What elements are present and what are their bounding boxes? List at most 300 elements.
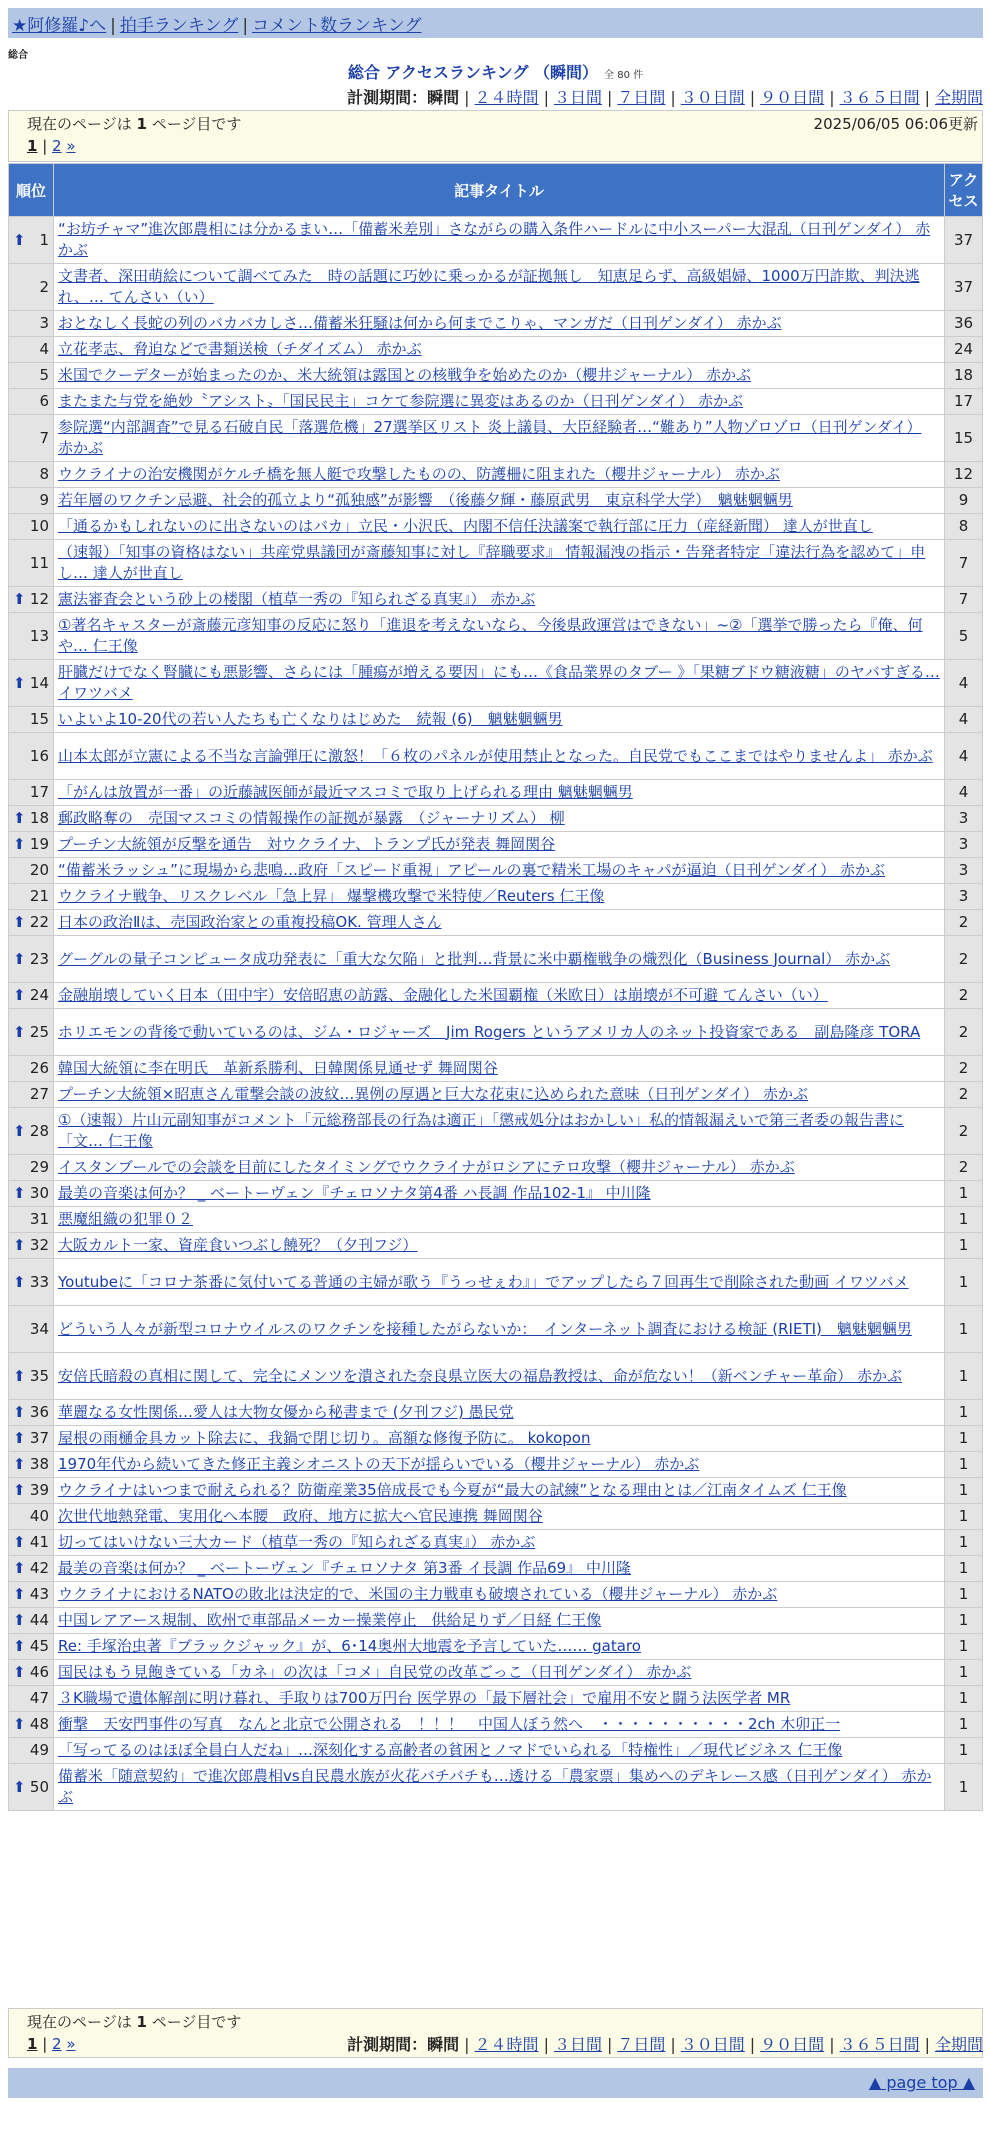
rank-number: 11 bbox=[29, 553, 49, 572]
title-cell bbox=[54, 832, 945, 858]
title-cell bbox=[54, 1259, 945, 1306]
access-count: 1 bbox=[945, 1452, 983, 1478]
article-link[interactable]: 文書者、深田萌絵について調べてみた 時の話題に巧妙に乗っかるが証拠無し 知恵足らず、高級娼婦、1000万円詐欺、判決逃れ、… てんさい（い） bbox=[58, 267, 920, 306]
rank-cell bbox=[9, 858, 54, 884]
table-row bbox=[9, 660, 983, 707]
table-row bbox=[9, 1207, 983, 1233]
article-link[interactable]: 米国でクーデターが始まったのか、米大統領は露国との核戦争を始めたのか（櫻井ジャーナル） 赤かぶ bbox=[58, 366, 751, 384]
article-link[interactable]: 最美の音楽は何か？ _ ベートーヴェン『チェロソナタ第4番 ハ長調 作品102-1』 中川隆 bbox=[58, 1184, 651, 1202]
rank-number: 8 bbox=[39, 465, 49, 483]
access-count: 2 bbox=[945, 983, 983, 1009]
page-title bbox=[0, 60, 991, 83]
rank-number: 26 bbox=[29, 1059, 49, 1077]
table-row bbox=[9, 1181, 983, 1207]
next-page-link[interactable]: » bbox=[66, 137, 76, 155]
table-row bbox=[9, 1259, 983, 1306]
access-count: 17 bbox=[945, 389, 983, 415]
table-row bbox=[9, 1108, 983, 1155]
access-count: 24 bbox=[945, 337, 983, 363]
title-cell bbox=[54, 311, 945, 337]
rank-cell bbox=[9, 1108, 54, 1155]
rank-number: 33 bbox=[29, 1272, 49, 1291]
rank-cell bbox=[9, 910, 54, 936]
table-row bbox=[9, 884, 983, 910]
access-count: 1 bbox=[945, 1582, 983, 1608]
rank-number: 43 bbox=[29, 1585, 49, 1603]
article-link[interactable]: プーチン大統領が反撃を通告 対ウクライナ、トランプ氏が発表 舞岡関谷 bbox=[58, 835, 556, 853]
article-link[interactable]: グーグルの量子コンピュータ成功発表に「重大な欠陥」と批判…背景に米中覇権戦争の熾烈化（Business Journal） 赤かぶ bbox=[58, 949, 891, 968]
table-row bbox=[9, 1353, 983, 1400]
rank-number: 29 bbox=[29, 1158, 49, 1176]
rank-number: 14 bbox=[29, 673, 49, 692]
rank-number: 5 bbox=[39, 366, 49, 384]
article-link[interactable]: （速報）「知事の資格はない」共産党県議団が斎藤知事に対し『辞職要求』 情報漏洩の指示・告発者特定「違法行為を認めて」申し… 達人が世直し bbox=[58, 543, 926, 582]
table-row bbox=[9, 1738, 983, 1764]
next-page-link-bottom[interactable]: » bbox=[66, 2035, 76, 2053]
table-row bbox=[9, 1582, 983, 1608]
access-count: 2 bbox=[945, 1108, 983, 1155]
rank-number: 7 bbox=[39, 428, 49, 447]
table-row bbox=[9, 1155, 983, 1181]
article-link[interactable]: ウクライナはいつまで耐えられる？防衛産業35倍成長でも今夏が“最大の試練”となる理由とは／江南タイムズ 仁王像 bbox=[58, 1481, 847, 1499]
rank-cell bbox=[9, 1233, 54, 1259]
rank-cell bbox=[9, 1608, 54, 1634]
access-count: 37 bbox=[945, 217, 983, 264]
access-count: 1 bbox=[945, 1712, 983, 1738]
period-option[interactable]: ９０日間 bbox=[760, 2035, 825, 2054]
title-cell bbox=[54, 707, 945, 733]
rank-up-arrow-icon: ⬆ bbox=[13, 1455, 26, 1473]
rank-up-arrow-icon: ⬆ bbox=[13, 1559, 26, 1577]
period-option[interactable]: ３６５日間 bbox=[839, 88, 920, 107]
table-row bbox=[9, 1478, 983, 1504]
access-count: 1 bbox=[945, 1207, 983, 1233]
table-row bbox=[9, 1306, 983, 1353]
title-cell bbox=[54, 363, 945, 389]
rank-number: 6 bbox=[39, 392, 49, 410]
access-count: 36 bbox=[945, 311, 983, 337]
rank-cell bbox=[9, 884, 54, 910]
rank-number: 17 bbox=[29, 783, 49, 801]
rank-number: 25 bbox=[29, 1022, 49, 1041]
comment-ranking-link[interactable]: コメント数ランキング bbox=[252, 16, 422, 36]
access-count: 3 bbox=[945, 806, 983, 832]
page-top-link[interactable]: ▲ page top ▲ bbox=[868, 2073, 975, 2092]
title-header: 記事タイトル bbox=[54, 164, 945, 217]
title-cell bbox=[54, 1504, 945, 1530]
rank-cell bbox=[9, 1400, 54, 1426]
article-link[interactable]: 衝撃 天安門事件の写真 なんと北京で公開される ！！！ 中国人ぼう然へ ・・・・・・・・・・2ch 木卯正一 bbox=[58, 1715, 841, 1733]
table-row bbox=[9, 1660, 983, 1686]
table-row bbox=[9, 389, 983, 415]
title-cell bbox=[54, 1353, 945, 1400]
rank-cell bbox=[9, 1764, 54, 1811]
article-link[interactable]: いよいよ10-20代の若い人たちも亡くなりはじめた 続報 (6) 魑魅魍魎男 bbox=[58, 710, 563, 728]
rank-up-arrow-icon: ⬆ bbox=[13, 590, 26, 608]
access-count: 1 bbox=[945, 1660, 983, 1686]
title-cell bbox=[54, 217, 945, 264]
title-cell bbox=[54, 780, 945, 806]
rank-cell bbox=[9, 337, 54, 363]
article-link[interactable]: 憲法審査会という砂上の楼閣（植草一秀の『知られざる真実』） 赤かぶ bbox=[58, 590, 536, 608]
rank-cell bbox=[9, 488, 54, 514]
rank-number: 44 bbox=[29, 1611, 49, 1629]
rank-number: 32 bbox=[29, 1236, 49, 1254]
period-selector-bottom: 計測期間：瞬間 | ２４時間 | ３日間 | ７日間 | ３０日間 | ９０日間 | ３６５日間 | 全期間 bbox=[347, 2035, 983, 2054]
article-link[interactable]: 日本の政治Ⅱは、売国政治家との重複投稿OK. 管理人さん bbox=[58, 913, 442, 931]
rank-number: 4 bbox=[39, 340, 49, 358]
page-1-current: 1 bbox=[27, 137, 38, 155]
period-label: 計測期間： bbox=[347, 2035, 428, 2054]
table-row bbox=[9, 1712, 983, 1738]
period-option[interactable]: ３日間 bbox=[553, 2035, 602, 2054]
pager-bottom: 1 | 2 » bbox=[27, 2035, 76, 2053]
article-link[interactable]: 金融崩壊していく日本（田中宇）安倍昭恵の訪露、金融化した米国覇権（米欧日）は崩壊が不可避 てんさい（い） bbox=[58, 986, 828, 1004]
article-link[interactable]: ３K職場で遺体解剖に明け暮れ、手取りは700万円台 医学界の「最下層社会」で雇用不安と闘う法医学者 MR bbox=[58, 1689, 791, 1707]
access-count: 8 bbox=[945, 514, 983, 540]
title-cell bbox=[54, 1452, 945, 1478]
title-cell bbox=[54, 983, 945, 1009]
period-option: 瞬間 bbox=[427, 2035, 460, 2054]
access-count: 2 bbox=[945, 1155, 983, 1181]
applause-ranking-link[interactable]: 拍手ランキング bbox=[119, 16, 239, 36]
period-option[interactable]: 全期間 bbox=[934, 2035, 983, 2054]
access-count: 1 bbox=[945, 1764, 983, 1811]
article-link[interactable]: 備蓄米「随意契約」で進次郎農相vs自民農水族が火花バチバチも…透ける「農家票」集めへのデキレース感（日刊ゲンダイ） 赤かぶ bbox=[58, 1767, 932, 1806]
rank-cell bbox=[9, 1712, 54, 1738]
rank-number: 19 bbox=[29, 835, 49, 853]
article-link[interactable]: 立花孝志、脅迫などで書類送検（チダイズム） 赤かぶ bbox=[58, 340, 422, 358]
rank-number: 10 bbox=[29, 517, 49, 535]
article-link[interactable]: 悪魔組織の犯罪０２ bbox=[58, 1210, 194, 1228]
page-1-current-bottom: 1 bbox=[27, 2035, 38, 2053]
period-option[interactable]: ９０日間 bbox=[760, 88, 825, 107]
access-count: 1 bbox=[945, 1504, 983, 1530]
period-option[interactable]: 全期間 bbox=[934, 88, 983, 107]
rank-number: 48 bbox=[29, 1715, 49, 1733]
table-row bbox=[9, 780, 983, 806]
article-link[interactable]: 肝臓だけでなく腎臓にも悪影響、さらには「腫瘍が増える要因」にも…《食品業界のタブー 》「果糖ブドウ糖液糖」のヤバすぎる… イワツバメ bbox=[58, 663, 940, 702]
rank-up-arrow-icon: ⬆ bbox=[13, 1611, 26, 1629]
ranking-table bbox=[8, 163, 983, 1811]
rank-up-arrow-icon: ⬆ bbox=[13, 1403, 26, 1421]
table-row bbox=[9, 806, 983, 832]
rank-up-arrow-icon: ⬆ bbox=[13, 1585, 26, 1603]
rank-number: 46 bbox=[29, 1663, 49, 1681]
rank-number: 21 bbox=[29, 887, 49, 905]
total-count: 全 80 件 bbox=[604, 70, 644, 81]
title-cell bbox=[54, 1082, 945, 1108]
rank-cell bbox=[9, 1452, 54, 1478]
rank-cell bbox=[9, 462, 54, 488]
access-count: 2 bbox=[945, 1056, 983, 1082]
rank-number: 18 bbox=[29, 809, 49, 827]
table-row bbox=[9, 311, 983, 337]
rank-number: 20 bbox=[29, 861, 49, 879]
rank-cell bbox=[9, 1686, 54, 1712]
article-link[interactable]: 最美の音楽は何か？ _ ベートーヴェン『チェロソナタ 第3番 イ長調 作品69』 中川隆 bbox=[58, 1559, 631, 1577]
title-cell bbox=[54, 1426, 945, 1452]
table-row bbox=[9, 514, 983, 540]
rank-number: 36 bbox=[29, 1403, 49, 1421]
rank-number: 38 bbox=[29, 1455, 49, 1473]
table-row bbox=[9, 1082, 983, 1108]
title-cell bbox=[54, 1556, 945, 1582]
table-row bbox=[9, 415, 983, 462]
article-link[interactable]: ウクライナの治安機関がケルチ橋を無人艇で攻撃したものの、防護柵に阻まれた（櫻井ジャーナル） 赤かぶ bbox=[58, 465, 780, 483]
title-cell bbox=[54, 264, 945, 311]
title-cell bbox=[54, 415, 945, 462]
ranking-title: 総合 アクセスランキング （瞬間） bbox=[347, 63, 599, 82]
title-cell bbox=[54, 1056, 945, 1082]
article-link[interactable]: イスタンブールでの会談を目前にしたタイミングでウクライナがロシアにテロ攻撃（櫻井ジャーナル） 赤かぶ bbox=[58, 1158, 795, 1176]
table-row bbox=[9, 1400, 983, 1426]
access-count: 7 bbox=[945, 540, 983, 587]
rank-up-arrow-icon: ⬆ bbox=[13, 1022, 26, 1041]
access-count: 2 bbox=[945, 936, 983, 983]
title-cell bbox=[54, 858, 945, 884]
rank-up-arrow-icon: ⬆ bbox=[13, 913, 26, 931]
article-link[interactable]: おとなしく長蛇の列のバカバカしさ…備蓄米狂騒は何から何までこりゃ、マンガだ（日刊ゲンダイ） 赤かぶ bbox=[58, 314, 782, 332]
article-link[interactable]: 切ってはいけない三大カード（植草一秀の『知られざる真実』） 赤かぶ bbox=[58, 1533, 536, 1551]
table-row bbox=[9, 832, 983, 858]
rank-number: 23 bbox=[29, 949, 49, 968]
access-count: 2 bbox=[945, 1009, 983, 1056]
rank-cell bbox=[9, 1056, 54, 1082]
rank-cell bbox=[9, 707, 54, 733]
title-cell bbox=[54, 1108, 945, 1155]
rank-number: 15 bbox=[29, 710, 49, 728]
article-link[interactable]: またまた与党を絶妙〝アシスト〟「国民民主」コケて参院選に異変はあるのか（日刊ゲンダイ） 赤かぶ bbox=[58, 392, 744, 410]
rank-number: 42 bbox=[29, 1559, 49, 1577]
access-count: 2 bbox=[945, 910, 983, 936]
table-row bbox=[9, 1608, 983, 1634]
rank-up-arrow-icon: ⬆ bbox=[13, 835, 26, 853]
rank-number: 40 bbox=[29, 1507, 49, 1525]
article-link[interactable]: 「写ってるのはほぼ全員白人だね」…深刻化する高齢者の貧困とノマドでいられる「特権性」／現代ビジネス 仁王像 bbox=[58, 1741, 843, 1759]
article-link[interactable]: ウクライナ戦争、リスクレベル「急上昇」 爆撃機攻撃で米特使／Reuters 仁王像 bbox=[58, 887, 605, 905]
title-cell bbox=[54, 1582, 945, 1608]
table-row bbox=[9, 264, 983, 311]
title-cell bbox=[54, 1712, 945, 1738]
article-link[interactable]: “備蓄米ラッシュ”に現場から悲鳴…政府「スピード重視」アピールの裏で精米工場のキャパが逼迫（日刊ゲンダイ） 赤かぶ bbox=[58, 861, 886, 879]
rank-cell bbox=[9, 1009, 54, 1056]
table-row bbox=[9, 1556, 983, 1582]
period-option[interactable]: ７日間 bbox=[617, 2035, 666, 2054]
rank-up-arrow-icon: ⬆ bbox=[13, 1429, 26, 1447]
rank-cell bbox=[9, 264, 54, 311]
table-row bbox=[9, 733, 983, 780]
rank-up-arrow-icon: ⬆ bbox=[13, 809, 26, 827]
access-count: 4 bbox=[945, 707, 983, 733]
rank-number: 13 bbox=[29, 626, 49, 645]
rank-up-arrow-icon: ⬆ bbox=[13, 1272, 26, 1291]
access-count: 1 bbox=[945, 1556, 983, 1582]
table-row bbox=[9, 707, 983, 733]
period-option[interactable]: ２４時間 bbox=[474, 88, 539, 107]
title-cell bbox=[54, 733, 945, 780]
article-link[interactable]: 安倍氏暗殺の真相に関して、完全にメンツを潰された奈良県立医大の福島教授は、命が危ない！（新ベンチャー革命） 赤かぶ bbox=[58, 1366, 903, 1385]
rank-cell bbox=[9, 733, 54, 780]
table-row bbox=[9, 217, 983, 264]
article-link[interactable]: Re: 手塚治虫著『ブラックジャック』が、6･14奥州大地震を予言していた…… gataro bbox=[58, 1637, 641, 1655]
article-link[interactable]: 華麗なる女性関係…愛人は大物女優から秘書まで (夕刊フジ) 愚民党 bbox=[58, 1403, 514, 1421]
rank-number: 41 bbox=[29, 1533, 49, 1551]
rank-up-arrow-icon: ⬆ bbox=[13, 1121, 26, 1140]
page-2-link[interactable]: 2 bbox=[52, 137, 62, 155]
rank-cell bbox=[9, 1181, 54, 1207]
access-count: 18 bbox=[945, 363, 983, 389]
rank-cell bbox=[9, 1738, 54, 1764]
title-cell bbox=[54, 1738, 945, 1764]
rank-cell bbox=[9, 1634, 54, 1660]
article-link[interactable]: 若年層のワクチン忌避、社会的孤立より“孤独感”が影響 （後藤夕輝・藤原武男 東京科学大学） 魑魅魍魎男 bbox=[58, 491, 793, 509]
rank-cell bbox=[9, 780, 54, 806]
rank-number: 2 bbox=[39, 277, 49, 296]
title-cell bbox=[54, 660, 945, 707]
rank-cell bbox=[9, 217, 54, 264]
article-link[interactable]: 次世代地熱発電、実用化へ本腰 政府、地方に拡大へ官民連携 舞岡関谷 bbox=[58, 1507, 543, 1525]
rank-cell bbox=[9, 613, 54, 660]
rank-cell bbox=[9, 1556, 54, 1582]
article-link[interactable]: ウクライナにおけるNATOの敗北は決定的で、米国の主力戦車も破壊されている（櫻井ジャーナル） 赤かぶ bbox=[58, 1585, 778, 1603]
article-link[interactable]: 郵政略奪の 売国マスコミの情報操作の証拠が暴露 （ジャーナリズム） 柳 bbox=[58, 809, 565, 827]
period-option[interactable]: ３日間 bbox=[553, 88, 602, 107]
period-option[interactable]: ３０日間 bbox=[680, 2035, 745, 2054]
article-link[interactable]: Youtubeに「コロナ茶番に気付いてる普通の主婦が歌う『うっせぇわ』」でアップしたら７回再生で削除された動画 イワツバメ bbox=[58, 1272, 909, 1291]
rank-cell bbox=[9, 1207, 54, 1233]
table-row bbox=[9, 1233, 983, 1259]
title-cell bbox=[54, 1207, 945, 1233]
table-row bbox=[9, 1686, 983, 1712]
rank-cell bbox=[9, 514, 54, 540]
period-option[interactable]: ３０日間 bbox=[680, 88, 745, 107]
access-count: 1 bbox=[945, 1400, 983, 1426]
article-link[interactable]: 中国レアアース規制、欧州で車部品メーカー操業停止 供給足りず／日経 仁王像 bbox=[58, 1611, 602, 1629]
title-cell bbox=[54, 1181, 945, 1207]
title-cell bbox=[54, 337, 945, 363]
title-cell bbox=[54, 540, 945, 587]
article-link[interactable]: 屋根の雨樋金具カット除去に、我鍋で閉じ切り。高額な修復予防に。 kokopon bbox=[58, 1429, 591, 1447]
access-count: 1 bbox=[945, 1353, 983, 1400]
access-count: 1 bbox=[945, 1259, 983, 1306]
period-label: 計測期間： bbox=[347, 88, 428, 107]
title-cell bbox=[54, 1009, 945, 1056]
rank-number: 47 bbox=[29, 1689, 49, 1707]
access-count: 2 bbox=[945, 1082, 983, 1108]
article-link[interactable]: 「通るかもしれないのに出さないのはバカ」立民・小沢氏、内閣不信任決議案で執行部に圧力（産経新聞） 達人が世直し bbox=[58, 517, 873, 535]
period-option[interactable]: ３６５日間 bbox=[839, 2035, 920, 2054]
rank-up-arrow-icon: ⬆ bbox=[13, 673, 26, 692]
table-row bbox=[9, 488, 983, 514]
rank-number: 27 bbox=[29, 1085, 49, 1103]
title-cell bbox=[54, 806, 945, 832]
access-count: 3 bbox=[945, 832, 983, 858]
rank-up-arrow-icon: ⬆ bbox=[13, 1481, 26, 1499]
article-link[interactable]: 韓国大統領に李在明氏 革新系勝利、日韓関係見通せず 舞岡関谷 bbox=[58, 1059, 498, 1077]
rank-cell bbox=[9, 1660, 54, 1686]
title-cell bbox=[54, 1478, 945, 1504]
title-cell bbox=[54, 1233, 945, 1259]
rank-up-arrow-icon: ⬆ bbox=[13, 1533, 26, 1551]
title-cell bbox=[54, 1764, 945, 1811]
current-page-text-bottom: 現在のページは 1 ページ目です bbox=[27, 2013, 242, 2031]
rank-number: 24 bbox=[29, 986, 49, 1004]
article-link[interactable]: プーチン大統領×昭恵さん電撃会談の波紋…異例の厚遇と巨大な花束に込められた意味（日刊ゲンダイ） 赤かぶ bbox=[58, 1085, 808, 1103]
rank-cell bbox=[9, 806, 54, 832]
rank-cell bbox=[9, 1259, 54, 1306]
access-count: 9 bbox=[945, 488, 983, 514]
article-link[interactable]: 国民はもう見飽きている「カネ」の次は「コメ」自民党の改革ごっこ（日刊ゲンダイ） 赤かぶ bbox=[58, 1663, 692, 1681]
title-cell bbox=[54, 936, 945, 983]
rank-up-arrow-icon: ⬆ bbox=[13, 230, 26, 249]
rank-cell bbox=[9, 311, 54, 337]
table-row bbox=[9, 858, 983, 884]
rank-number: 3 bbox=[39, 314, 49, 332]
rank-cell bbox=[9, 389, 54, 415]
period-selector-top: 計測期間：瞬間 | ２４時間 | ３日間 | ７日間 | ３０日間 | ９０日間 | ３６５日間 | 全期間 bbox=[347, 88, 983, 107]
page-2-link-bottom[interactable]: 2 bbox=[52, 2035, 62, 2053]
period-option: 瞬間 bbox=[427, 88, 460, 107]
rank-cell bbox=[9, 1155, 54, 1181]
access-count: 1 bbox=[945, 1306, 983, 1353]
article-link[interactable]: ①著名キャスターが斎藤元彦知事の反応に怒り「進退を考えないなら、今後県政運営はできない」~②「選挙で勝ったら『俺、何や… 仁王像 bbox=[58, 616, 923, 655]
rank-cell bbox=[9, 1082, 54, 1108]
period-option[interactable]: ２４時間 bbox=[474, 2035, 539, 2054]
rank-cell bbox=[9, 936, 54, 983]
article-link[interactable]: 大阪カルト一家、資産食いつぶし饒死？（夕刊フジ） bbox=[58, 1236, 418, 1254]
category-label: 総合 bbox=[8, 50, 28, 61]
article-link[interactable]: ホリエモンの背後で動いているのは、ジム・ロジャーズ Jim Rogers というアメリカ人のネット投資家である 副島隆彦 TORA bbox=[58, 1022, 921, 1041]
access-count: 12 bbox=[945, 462, 983, 488]
article-link[interactable]: 山本太郎が立憲による不当な言論弾圧に激怒！「６枚のパネルが使用禁止となった。自民党でもここまではやりませんよ」 赤かぶ bbox=[58, 746, 933, 765]
rank-number: 49 bbox=[29, 1741, 49, 1759]
article-link[interactable]: 1970年代から続いてきた修正主義シオニストの天下が揺らいでいる（櫻井ジャーナル） 赤かぶ bbox=[58, 1455, 700, 1473]
article-link[interactable]: “お坊チャマ”進次郎農相には分かるまい…「備蓄米差別」さながらの購入条件ハードルに中小スーパー大混乱（日刊ゲンダイ） 赤かぶ bbox=[58, 220, 931, 259]
article-link[interactable]: 「がんは放置が一番」の近藤誠医師が最近マスコミで取り上げられる理由 魑魅魍魎男 bbox=[58, 783, 633, 801]
table-row bbox=[9, 587, 983, 613]
rank-cell bbox=[9, 1353, 54, 1400]
title-cell bbox=[54, 1634, 945, 1660]
article-link[interactable]: ①（速報）片山元副知事がコメント「元総務部長の行為は適正」「懲戒処分はおかしい」私的情報漏えいで第三者委の報告書に「文… 仁王像 bbox=[58, 1111, 904, 1150]
rank-number: 39 bbox=[29, 1481, 49, 1499]
rank-cell bbox=[9, 832, 54, 858]
table-row bbox=[9, 1764, 983, 1811]
article-link[interactable]: 参院選“内部調査”で見る石破自民「落選危機」27選挙区リスト 炎上議員、大臣経験者…“難あり”人物ゾロゾロ（日刊ゲンダイ） 赤かぶ bbox=[58, 418, 922, 457]
title-cell bbox=[54, 587, 945, 613]
table-row bbox=[9, 1009, 983, 1056]
rank-up-arrow-icon: ⬆ bbox=[13, 1366, 26, 1385]
home-link[interactable]: ★阿修羅♪へ bbox=[12, 16, 107, 36]
title-cell bbox=[54, 1686, 945, 1712]
rank-up-arrow-icon: ⬆ bbox=[13, 1184, 26, 1202]
table-row bbox=[9, 936, 983, 983]
table-row bbox=[9, 613, 983, 660]
rank-number: 45 bbox=[29, 1637, 49, 1655]
period-option[interactable]: ７日間 bbox=[617, 88, 666, 107]
article-link[interactable]: どういう人々が新型コロナウイルスのワクチンを接種したがらないか： インターネット調査における検証 (RIETI) 魑魅魍魎男 bbox=[58, 1319, 912, 1338]
rank-number: 37 bbox=[29, 1429, 49, 1447]
current-page-text: 現在のページは 1 ページ目です bbox=[27, 115, 242, 133]
access-count: 1 bbox=[945, 1608, 983, 1634]
title-cell bbox=[54, 1608, 945, 1634]
title-cell bbox=[54, 1155, 945, 1181]
title-cell bbox=[54, 1400, 945, 1426]
title-cell bbox=[54, 462, 945, 488]
rank-up-arrow-icon: ⬆ bbox=[13, 1663, 26, 1681]
access-count: 4 bbox=[945, 660, 983, 707]
title-cell bbox=[54, 1530, 945, 1556]
